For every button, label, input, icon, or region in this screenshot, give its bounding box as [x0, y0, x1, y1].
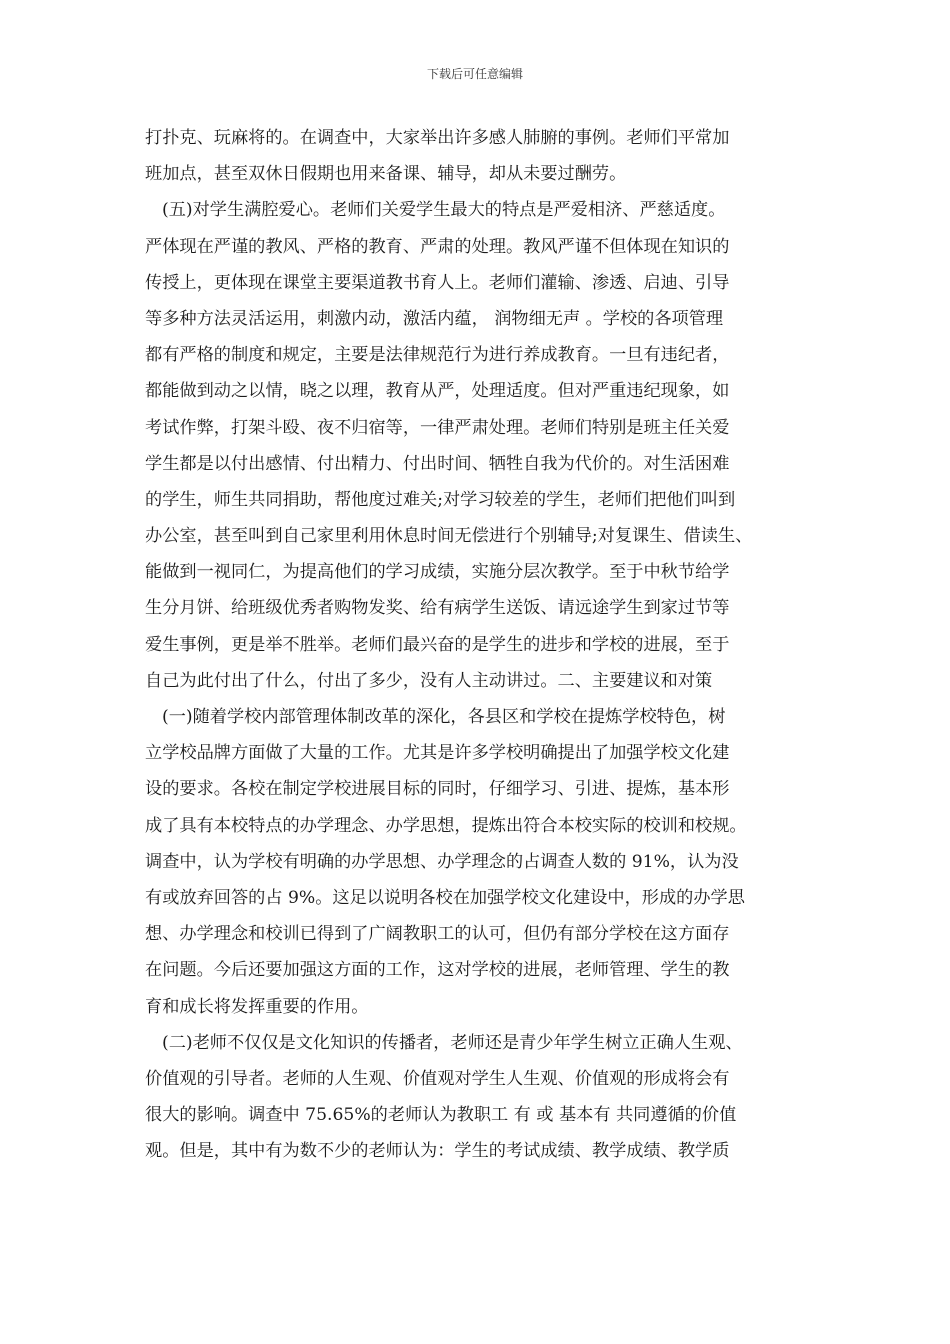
text-line: 传授上，更体现在课堂主要渠道教书育人上。老师们灌输、渗透、启迪、引导 [145, 272, 730, 293]
page-header-note: 下载后可任意编辑 [426, 67, 523, 81]
text-line: 调查中，认为学校有明确的办学思想、办学理念的占调查人数的 91%，认为没 [145, 851, 739, 872]
text-line: 自己为此付出了什么，付出了多少，没有人主动讲过。二、主要建议和对策 [145, 670, 713, 691]
text-line: (一)随着学校内部管理体制改革的深化，各县区和学校在提炼学校特色，树 [162, 707, 726, 727]
text-line: 爱生事例，更是举不胜举。老师们最兴奋的是学生的进步和学校的进展，至于 [145, 634, 730, 655]
text-line: 办公室，甚至叫到自己家里利用休息时间无偿进行个别辅导;对复课生、借读生、 [145, 526, 753, 547]
text-line: 打扑克、玩麻将的。在调查中，大家举出许多感人肺腑的事例。老师们平常加 [145, 128, 730, 148]
text-line: 很大的影响。调查中 75.65%的老师认为教职工 有 或 基本有 共同遵循的价值 [145, 1105, 737, 1126]
text-line: 有或放弃回答的占 9%。这足以说明各校在加强学校文化建设中，形成的办学思 [145, 887, 745, 908]
text-line: (二)老师不仅仅是文化知识的传播者，老师还是青少年学生树立正确人生观、 [162, 1032, 743, 1053]
text-line: 在问题。今后还要加强这方面的工作，这对学校的进展，老师管理、学生的教 [145, 960, 730, 981]
text-line: 的学生，师生共同捐助，帮他度过难关;对学习较差的学生，老师们把他们叫到 [145, 489, 736, 510]
text-line: 严体现在严谨的教风、严格的教育、严肃的处理。教风严谨不但体现在知识的 [145, 236, 730, 257]
text-line: 设的要求。各校在制定学校进展目标的同时，仔细学习、引进、提炼，基本形 [145, 779, 730, 800]
text-line: 都能做到动之以情，晓之以理，教育从严，处理适度。但对严重违纪现象，如 [145, 381, 730, 402]
text-line: 观。但是，其中有为数不少的老师认为：学生的考试成绩、教学成绩、教学质 [145, 1141, 730, 1162]
text-line: 能做到一视同仁，为提高他们的学习成绩，实施分层次教学。至于中秋节给学 [145, 562, 730, 583]
text-line: 价值观的引导者。老师的人生观、价值观对学生人生观、价值观的形成将会有 [145, 1068, 730, 1089]
text-line: 都有严格的制度和规定，主要是法律规范行为进行养成教育。一旦有违纪者， [145, 345, 730, 366]
text-line: 班加点，甚至双休日假期也用来备课、辅导，却从未要过酬劳。 [145, 164, 627, 185]
text-line: 立学校品牌方面做了大量的工作。尤其是许多学校明确提出了加强学校文化建 [145, 743, 730, 764]
text-line: 等多种方法灵活运用，刺激内动，激活内蕴， 润物细无声 。学校的各项管理 [145, 308, 724, 329]
text-line: 考试作弊，打架斗殴、夜不归宿等，一律严肃处理。老师们特别是班主任关爱 [145, 417, 730, 438]
text-line: 成了具有本校特点的办学理念、办学思想，提炼出符合本校实际的校训和校规。 [145, 815, 747, 836]
text-line: 学生都是以付出感情、付出精力、付出时间、牺牲自我为代价的。对生活困难 [145, 453, 730, 474]
text-line: 想、办学理念和校训已得到了广阔教职工的认可，但仍有部分学校在这方面存 [145, 924, 730, 945]
text-line: 育和成长将发挥重要的作用。 [145, 996, 369, 1017]
text-line: 生分月饼、给班级优秀者购物发奖、给有病学生送饭、请远途学生到家过节等 [145, 598, 730, 619]
document-body [145, 120, 811, 1169]
text-line: (五)对学生满腔爱心。老师们关爱学生最大的特点是严爱相济、严慈适度。 [162, 200, 726, 221]
